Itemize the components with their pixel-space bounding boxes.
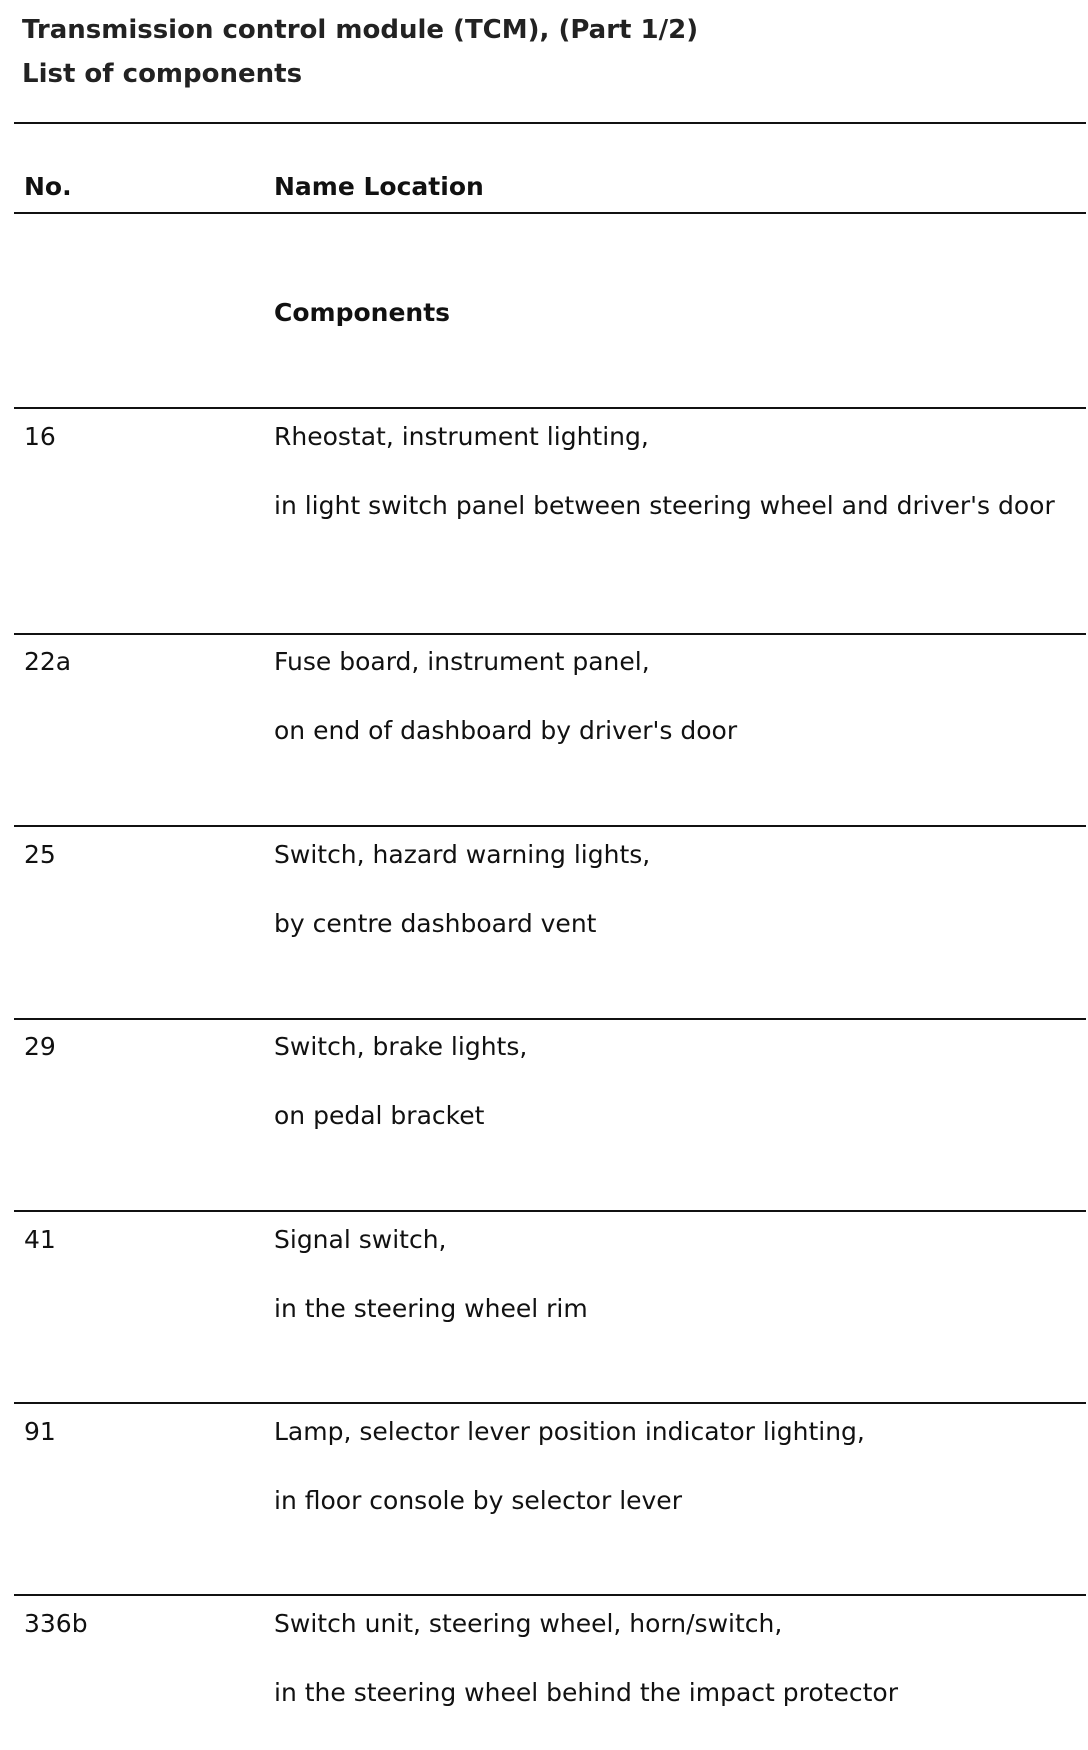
- row-location: in light switch panel between steering wheel and driver's door: [274, 491, 1055, 520]
- row-name: Lamp, selector lever position indicator lighting,: [274, 1417, 865, 1446]
- row-location: in the steering wheel rim: [274, 1294, 588, 1323]
- row-name: Switch unit, steering wheel, horn/switch,: [274, 1609, 783, 1638]
- row-location: in floor console by selector lever: [274, 1486, 682, 1515]
- row-divider: [14, 1402, 1086, 1404]
- row-location: on pedal bracket: [274, 1101, 485, 1130]
- row-number: 336b: [24, 1609, 88, 1638]
- section-heading: Components: [274, 298, 451, 327]
- column-header-no: No.: [24, 172, 72, 201]
- row-name: Fuse board, instrument panel,: [274, 647, 650, 676]
- row-name: Switch, brake lights,: [274, 1032, 528, 1061]
- header-rule: [14, 212, 1086, 214]
- row-divider: [14, 1018, 1086, 1020]
- row-location: on end of dashboard by driver's door: [274, 716, 738, 745]
- row-number: 25: [24, 840, 56, 869]
- row-number: 41: [24, 1225, 56, 1254]
- row-divider: [14, 1210, 1086, 1212]
- column-header-name-location: Name Location: [274, 172, 484, 201]
- row-number: 91: [24, 1417, 56, 1446]
- title-line-1: Transmission control module (TCM), (Part 1/2): [22, 15, 699, 45]
- row-number: 22a: [24, 647, 72, 676]
- row-divider: [14, 407, 1086, 409]
- row-location: by centre dashboard vent: [274, 909, 597, 938]
- row-divider: [14, 633, 1086, 635]
- row-name: Signal switch,: [274, 1225, 447, 1254]
- title-line-2: List of components: [22, 59, 303, 89]
- row-name: Rheostat, instrument lighting,: [274, 422, 649, 451]
- row-number: 16: [24, 422, 56, 451]
- row-divider: [14, 1594, 1086, 1596]
- top-rule: [14, 122, 1086, 124]
- row-divider: [14, 825, 1086, 827]
- row-location: in the steering wheel behind the impact protector: [274, 1678, 898, 1707]
- row-number: 29: [24, 1032, 56, 1061]
- row-name: Switch, hazard warning lights,: [274, 840, 651, 869]
- document-title: [22, 8, 698, 96]
